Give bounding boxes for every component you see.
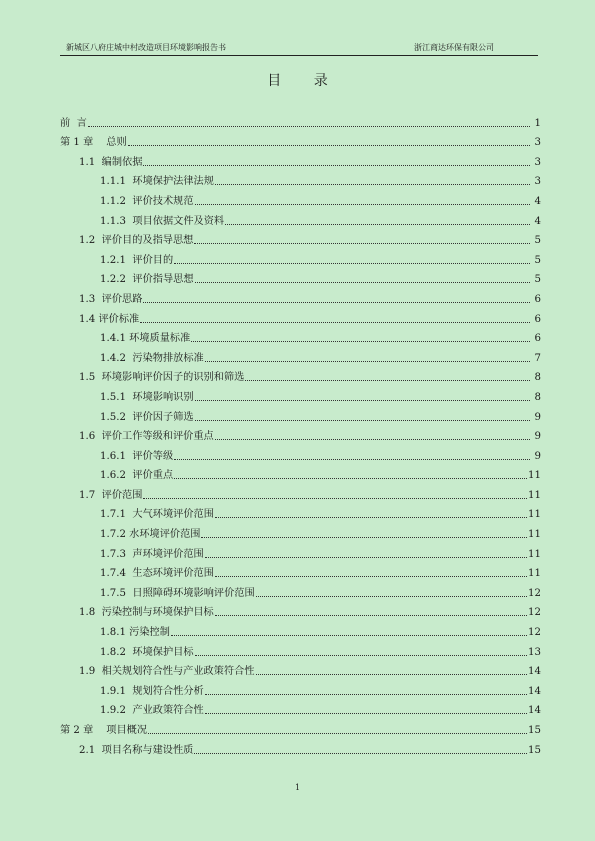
dot-leader — [205, 361, 530, 362]
toc-entry[interactable] — [60, 130, 541, 150]
toc-entry-label: 1.7.3 声环境评价范围 — [100, 548, 204, 560]
toc-entry[interactable] — [60, 717, 541, 737]
toc-entry-page: 14 — [528, 705, 541, 717]
toc-entry-label: 1.8 污染控制与环境保护目标 — [79, 607, 214, 619]
dot-leader — [256, 596, 527, 597]
toc-entry[interactable] — [60, 561, 541, 581]
dot-leader — [205, 557, 527, 558]
toc-entry-page: 12 — [528, 627, 541, 639]
dot-leader — [215, 439, 530, 440]
toc-entry[interactable] — [60, 326, 541, 346]
toc-entry-label: 1.4 评价标准 — [79, 313, 140, 325]
toc-entry-label: 1.9 相关规划符合性与产业政策符合性 — [79, 666, 255, 678]
toc-entry[interactable] — [60, 541, 541, 561]
dot-leader — [195, 420, 530, 421]
toc-entry-page: 3 — [534, 176, 541, 188]
toc-entry-page: 13 — [528, 646, 541, 658]
toc-entry-page: 11 — [528, 489, 541, 501]
toc-entry-page: 8 — [534, 372, 541, 384]
toc-entry-label: 1.2.1 评价目的 — [100, 254, 174, 266]
toc-entry[interactable] — [60, 443, 541, 463]
toc-entry[interactable] — [60, 678, 541, 698]
toc-entry-page: 5 — [534, 274, 541, 286]
toc-entry-label: 1.7 评价范围 — [79, 489, 143, 501]
toc-entry-page: 6 — [534, 313, 541, 325]
toc-entry-label: 1.1.1 环境保护法律法规 — [100, 176, 214, 188]
toc-entry[interactable] — [60, 463, 541, 483]
toc-entry-page: 11 — [528, 568, 541, 580]
header-report-title: 新城区八府庄城中村改造项目环境影响报告书 — [66, 43, 226, 52]
toc-entry[interactable] — [60, 619, 541, 639]
toc-entry-page: 15 — [528, 744, 541, 756]
toc-entry-label: 1.6.2 评价重点 — [100, 470, 174, 482]
dot-leader — [215, 517, 527, 518]
toc-entry[interactable] — [60, 639, 541, 659]
toc-entry[interactable] — [60, 502, 541, 522]
toc-entry-page: 12 — [528, 587, 541, 599]
toc-entry-page: 9 — [534, 411, 541, 423]
toc-entry-page: 6 — [534, 293, 541, 305]
toc-entry-label: 1.1.3 项目依据文件及资料 — [100, 215, 225, 227]
dot-leader — [88, 126, 530, 127]
toc-entry[interactable] — [60, 384, 541, 404]
toc-entry-label: 2.1 项目名称与建设性质 — [79, 744, 194, 756]
toc-entry[interactable] — [60, 737, 541, 757]
toc-entry[interactable] — [60, 286, 541, 306]
dot-leader — [195, 400, 530, 401]
toc-entry-page: 9 — [534, 450, 541, 462]
toc-entry[interactable] — [60, 580, 541, 600]
toc-entry-label: 1.7.5 日照障碍环境影响评价范围 — [100, 587, 255, 599]
toc-entry[interactable] — [60, 600, 541, 620]
dot-leader — [256, 674, 528, 675]
toc-entry-page: 8 — [534, 391, 541, 403]
toc-entry[interactable] — [60, 306, 541, 326]
toc-entry[interactable] — [60, 404, 541, 424]
dot-leader — [205, 694, 527, 695]
toc-entry-page: 4 — [534, 215, 541, 227]
toc-entry-page: 3 — [534, 137, 541, 149]
toc-entry-label: 1.8.2 环境保护目标 — [100, 646, 194, 658]
dot-leader — [195, 282, 530, 283]
dot-leader — [215, 576, 527, 577]
toc-entry-label: 1.3 评价思路 — [79, 293, 143, 305]
dot-leader — [143, 165, 530, 166]
page-number: 1 — [294, 783, 301, 792]
toc-entry[interactable] — [60, 228, 541, 248]
toc-entry[interactable] — [60, 698, 541, 718]
toc-entry-page: 7 — [534, 352, 541, 364]
toc-entry-label: 1.9.1 规划符合性分析 — [100, 685, 204, 697]
toc-entry-page: 3 — [534, 156, 541, 168]
page-header — [60, 40, 538, 56]
dot-leader — [191, 341, 530, 342]
toc-entry[interactable] — [60, 659, 541, 679]
toc-entry-label: 1.7.2 水环境评价范围 — [100, 529, 201, 541]
table-of-contents — [60, 110, 541, 757]
toc-entry-label: 1.8.1 污染控制 — [100, 627, 170, 639]
dot-leader — [201, 537, 527, 538]
toc-entry-page: 14 — [528, 666, 541, 678]
toc-entry[interactable] — [60, 169, 541, 189]
toc-entry-label: 1.1 编制依据 — [79, 156, 143, 168]
dot-leader — [194, 753, 527, 754]
dot-leader — [225, 224, 530, 225]
toc-entry-label: 1.2.2 评价指导思想 — [100, 274, 194, 286]
dot-leader — [143, 498, 527, 499]
dot-leader — [128, 145, 530, 146]
dot-leader — [174, 478, 527, 479]
dot-leader — [143, 302, 530, 303]
toc-entry[interactable] — [60, 188, 541, 208]
toc-entry-page: 5 — [534, 235, 541, 247]
dot-leader — [148, 733, 527, 734]
toc-entry[interactable] — [60, 521, 541, 541]
toc-entry-label: 1.6 评价工作等级和评价重点 — [79, 431, 214, 443]
toc-entry-label: 1.7.4 生态环境评价范围 — [100, 568, 214, 580]
dot-leader — [195, 655, 528, 656]
toc-entry[interactable] — [60, 110, 541, 130]
toc-entry-label: 1.4.2 污染物排放标准 — [100, 352, 204, 364]
dot-leader — [195, 204, 530, 205]
toc-entry[interactable] — [60, 267, 541, 287]
toc-entry[interactable] — [60, 482, 541, 502]
toc-entry-page: 1 — [534, 117, 541, 129]
toc-entry-page: 11 — [528, 529, 541, 541]
toc-entry-page: 14 — [528, 685, 541, 697]
toc-entry-label: 第 1 章 总则 — [60, 137, 127, 149]
toc-entry-label: 1.7.1 大气环境评价范围 — [100, 509, 214, 521]
toc-entry-label: 1.6.1 评价等级 — [100, 450, 174, 462]
toc-entry-label: 1.4.1 环境质量标准 — [100, 333, 191, 345]
toc-entry-label: 第 2 章 项目概况 — [60, 725, 148, 736]
toc-entry-page: 12 — [528, 607, 541, 619]
toc-entry[interactable] — [60, 365, 541, 385]
toc-entry[interactable] — [60, 424, 541, 444]
toc-entry[interactable] — [60, 208, 541, 228]
toc-entry-page: 15 — [528, 725, 541, 736]
toc-entry-page: 5 — [534, 254, 541, 266]
toc-entry-page: 11 — [528, 470, 541, 482]
toc-entry-page: 9 — [534, 431, 541, 443]
dot-leader — [174, 263, 530, 264]
toc-entry[interactable] — [60, 149, 541, 169]
dot-leader — [194, 243, 530, 244]
dot-leader — [245, 380, 530, 381]
dot-leader — [205, 713, 527, 714]
dot-leader — [215, 615, 527, 616]
toc-entry-label: 1.5 环境影响评价因子的识别和筛选 — [79, 372, 245, 384]
toc-entry-label: 前 言 — [60, 117, 87, 129]
dot-leader — [174, 459, 530, 460]
toc-entry-label: 1.5.1 环境影响识别 — [100, 391, 194, 403]
toc-entry-page: 11 — [528, 509, 541, 521]
toc-entry-label: 1.9.2 产业政策符合性 — [100, 705, 204, 717]
toc-entry-page: 11 — [528, 548, 541, 560]
toc-entry-page: 4 — [534, 195, 541, 207]
toc-entry[interactable] — [60, 247, 541, 267]
header-company-name: 浙江商达环保有限公司 — [414, 43, 494, 52]
toc-entry-page: 6 — [534, 333, 541, 345]
toc-entry[interactable] — [60, 345, 541, 365]
dot-leader — [140, 322, 530, 323]
toc-entry-label: 1.2 评价目的及指导思想 — [79, 235, 194, 247]
toc-entry-label: 1.1.2 评价技术规范 — [100, 195, 194, 207]
toc-title: 目 录 — [267, 73, 342, 89]
toc-entry-label: 1.5.2 评价因子筛选 — [100, 411, 194, 423]
dot-leader — [171, 635, 527, 636]
dot-leader — [215, 184, 530, 185]
